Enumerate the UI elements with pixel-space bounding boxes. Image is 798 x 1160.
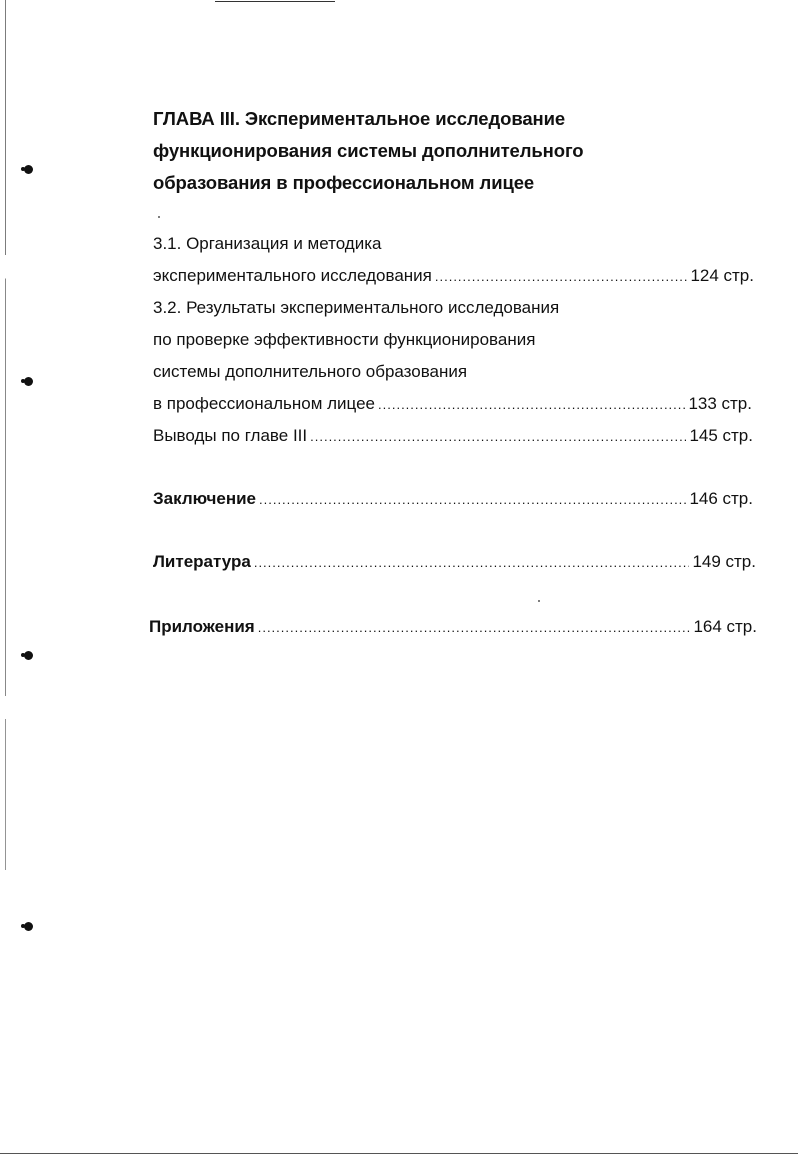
toc-dot-leader xyxy=(435,267,688,287)
toc-entry-label: Литература xyxy=(153,552,251,571)
toc-entry-label: Выводы по главе III xyxy=(153,426,308,445)
chapter-title-line: образования в профессиональном лицее xyxy=(153,172,535,193)
toc-entry-3-2 xyxy=(153,394,752,415)
toc-entry-label: в профессиональном лицее xyxy=(153,394,376,413)
toc-entry-label: Заключение xyxy=(153,489,256,508)
toc-page-number: 124 стр. xyxy=(690,266,754,285)
scan-bottom-rule xyxy=(0,1153,798,1154)
chapter-title-line: функционирования системы дополнительного xyxy=(153,140,584,161)
toc-page-number: 164 стр. xyxy=(693,617,757,636)
toc-section-line: по проверке эффективности функционирования xyxy=(153,330,536,349)
scan-top-rule xyxy=(215,1,335,2)
toc-dot-leader xyxy=(259,490,686,510)
toc-entry-literatura xyxy=(153,552,756,573)
toc-dot-leader xyxy=(254,553,690,573)
toc-page-number: 145 стр. xyxy=(689,426,753,445)
scan-edge-line xyxy=(5,0,6,1160)
toc-section-line: 3.1. Организация и методика xyxy=(153,234,382,253)
toc-entry-zaklyuchenie xyxy=(153,489,753,510)
toc-section-line: 3.2. Результаты экспериментального исследования xyxy=(153,298,560,317)
toc-entry-conclusions xyxy=(153,426,753,447)
chapter-title-line: ГЛАВА III. Экспериментальное исследование xyxy=(153,108,566,129)
toc-dot-leader xyxy=(258,618,691,638)
chapter-title xyxy=(153,103,673,199)
binder-hole-mark xyxy=(24,377,33,386)
scan-speck xyxy=(158,216,160,218)
binder-hole-mark xyxy=(24,922,33,931)
toc-entry-3-1 xyxy=(153,266,754,287)
binder-hole-mark xyxy=(24,651,33,660)
scan-speck xyxy=(538,600,540,602)
toc-dot-leader xyxy=(378,395,685,415)
toc-page-number: 146 стр. xyxy=(689,489,753,508)
toc-page-number: 133 стр. xyxy=(688,394,752,413)
toc-entry-prilozheniya xyxy=(149,617,757,638)
toc-dot-leader xyxy=(310,427,686,447)
toc-entry-label: экспериментального исследования xyxy=(153,266,432,285)
toc-page-number: 149 стр. xyxy=(692,552,756,571)
binder-hole-mark xyxy=(24,165,33,174)
toc-section-line: системы дополнительного образования xyxy=(153,362,468,381)
toc-entry-label: Приложения xyxy=(149,617,255,636)
